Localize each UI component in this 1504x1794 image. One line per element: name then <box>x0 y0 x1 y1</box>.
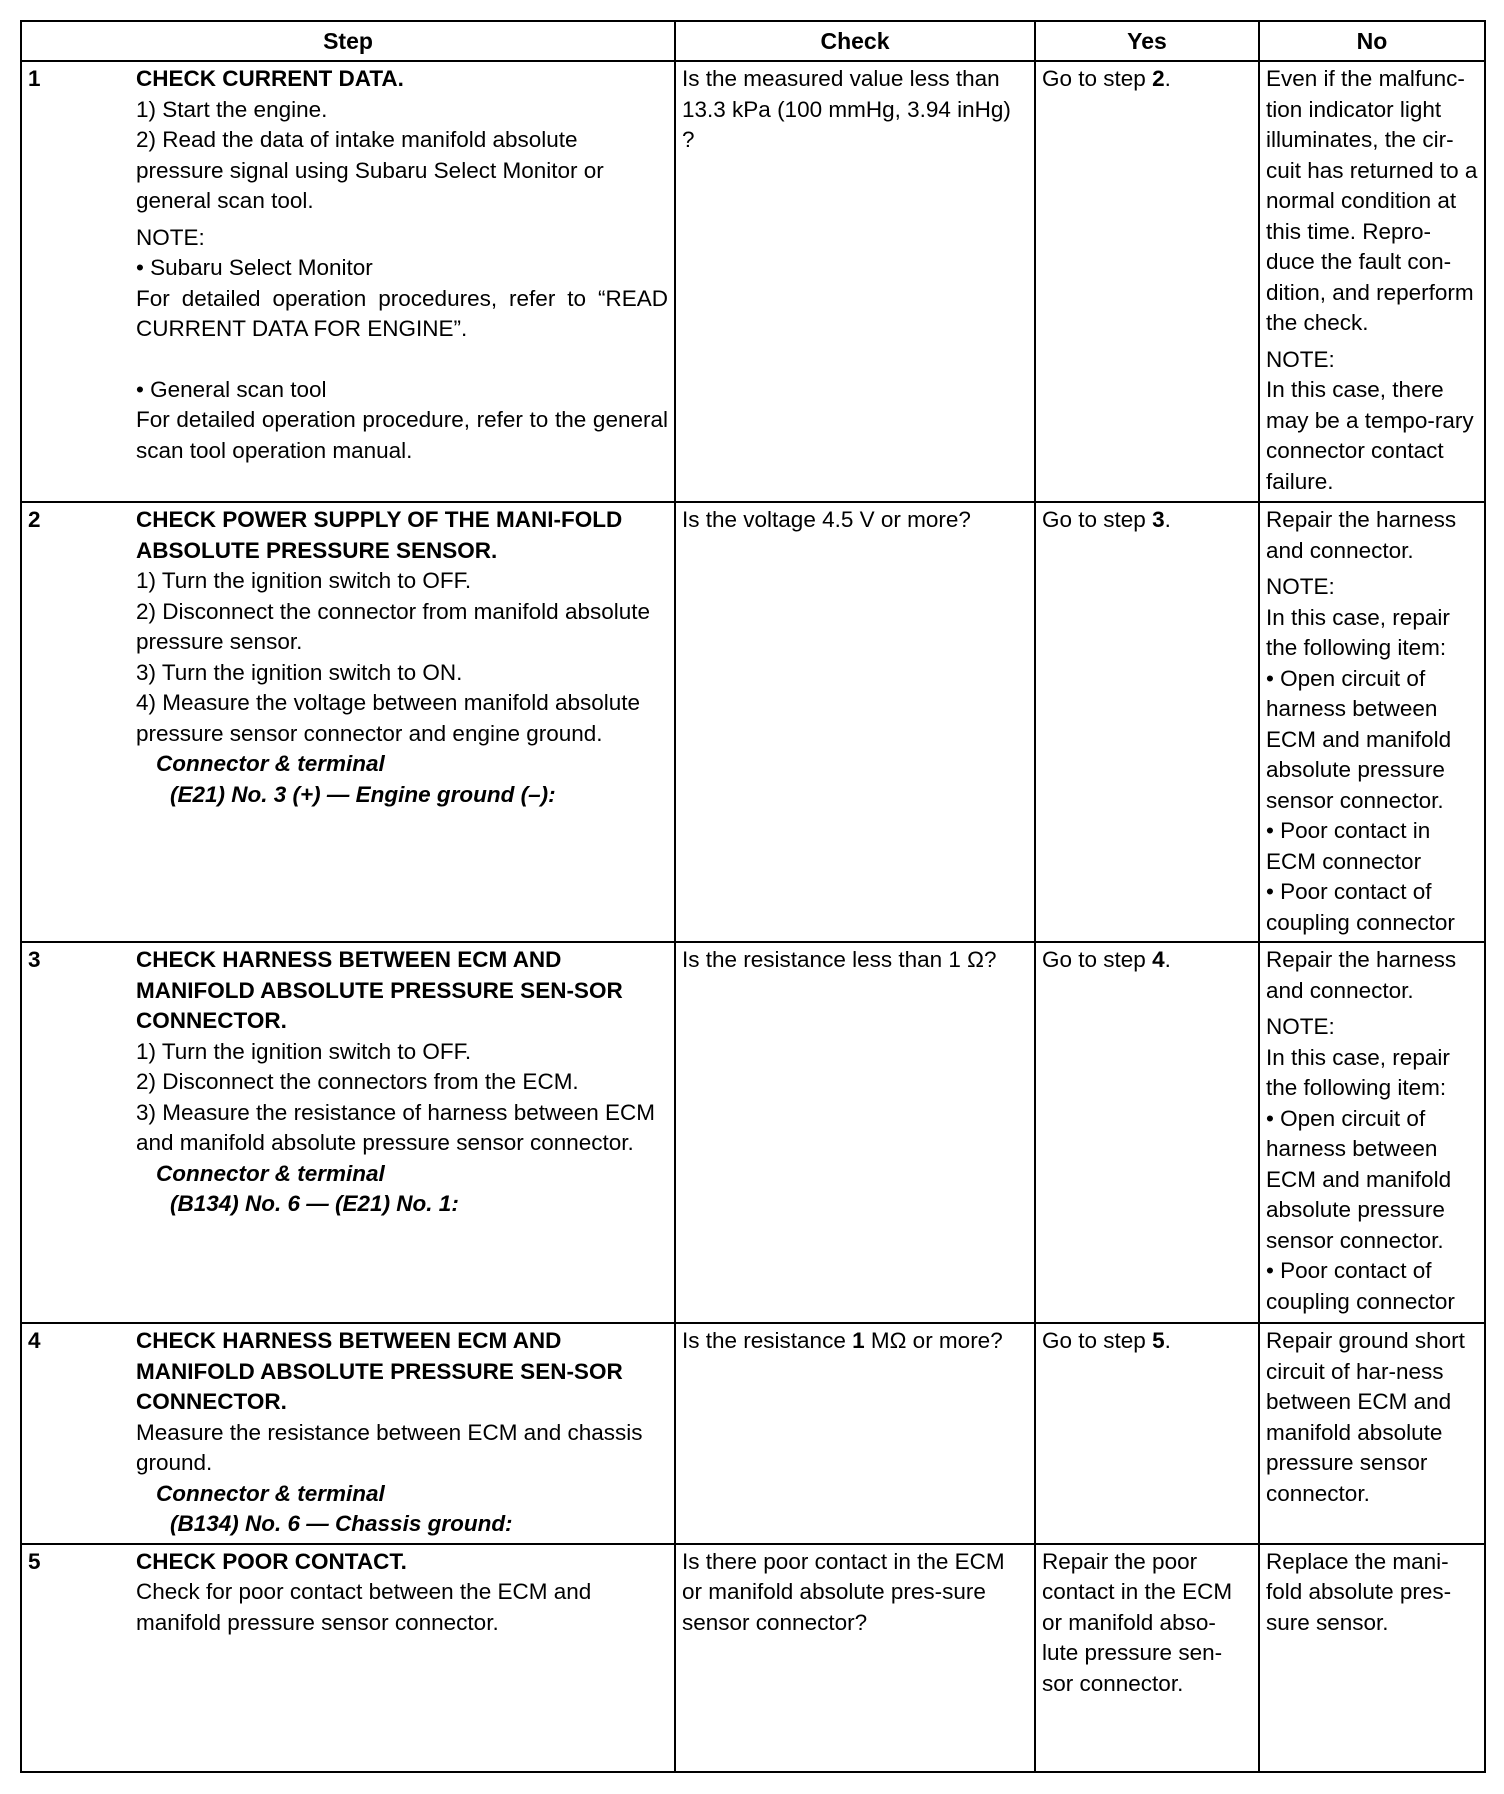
step-number: 4 <box>28 1328 41 1353</box>
table-row-3 <box>21 942 1485 1323</box>
step-title: CHECK POWER SUPPLY OF THE MANI-FOLD ABSOLUTE PRESSURE SENSOR. <box>136 507 623 563</box>
step-cell <box>21 61 675 502</box>
yes-cell <box>1035 61 1259 502</box>
connector-label: Connector & terminal <box>156 751 385 776</box>
note-text: For detailed operation procedures, refer to “READ CURRENT DATA FOR ENGINE”. <box>136 285 668 341</box>
no-item: • Open circuit of harness between ECM and manifold absolute pressure sensor connector. <box>1266 1105 1452 1253</box>
header-no: No <box>1259 21 1485 61</box>
table-row-2 <box>21 502 1485 942</box>
check-suffix: MΩ or more? <box>864 1328 1003 1353</box>
no-cell: Repair ground short circuit of har-ness between ECM and manifold absolute pressure sensor connector. <box>1259 1323 1485 1544</box>
table-row-5 <box>21 1544 1485 1772</box>
no-note-text: In this case, there may be a tempo-rary connector contact failure. <box>1266 377 1474 494</box>
step-line: 2) Read the data of intake manifold absolute pressure signal using Subaru Select Monitor or general scan tool. <box>136 127 604 213</box>
no-item: • Poor contact of coupling connector <box>1266 879 1455 935</box>
step-number: 2 <box>28 507 41 532</box>
step-line: Check for poor contact between the ECM and manifold pressure sensor connector. <box>136 1579 592 1635</box>
step-title: CHECK HARNESS BETWEEN ECM AND MANIFOLD ABSOLUTE PRESSURE SEN-SOR CONNECTOR. <box>136 947 623 1033</box>
yes-step-link[interactable]: 3 <box>1152 507 1165 532</box>
header-row <box>21 21 1485 61</box>
check-cell: Is there poor contact in the ECM or manifold absolute pres-sure sensor connector? <box>675 1544 1035 1772</box>
no-text: Repair the harness and connector. <box>1266 507 1457 563</box>
note-bullet: • Subaru Select Monitor <box>136 255 373 280</box>
header-yes: Yes <box>1035 21 1259 61</box>
no-text: Repair the harness and connector. <box>1266 947 1457 1003</box>
yes-cell <box>1035 942 1259 1323</box>
step-cell <box>21 942 675 1323</box>
step-title: CHECK HARNESS BETWEEN ECM AND MANIFOLD ABSOLUTE PRESSURE SEN-SOR CONNECTOR. <box>136 1328 623 1414</box>
table-row-4 <box>21 1323 1485 1544</box>
check-value: 1 <box>852 1328 865 1353</box>
no-item: • Poor contact in ECM connector <box>1266 818 1431 874</box>
step-line: 1) Turn the ignition switch to OFF. <box>136 568 472 593</box>
step-number: 5 <box>28 1548 41 1574</box>
yes-prefix: Go to step <box>1042 1328 1153 1353</box>
yes-suffix: . <box>1164 66 1171 91</box>
step-line: 3) Turn the ignition switch to ON. <box>136 659 463 685</box>
step-line: 1) Start the engine. <box>136 96 328 122</box>
step-title: CHECK CURRENT DATA. <box>136 66 404 91</box>
connector-value: (E21) No. 3 (+) — Engine ground (–): <box>170 781 556 807</box>
note-label: NOTE: <box>136 224 205 250</box>
step-line: 1) Turn the ignition switch to OFF. <box>136 1038 472 1064</box>
yes-prefix: Go to step <box>1042 947 1153 972</box>
header-step: Step <box>21 21 675 61</box>
header-check: Check <box>675 21 1035 61</box>
step-line: Measure the resistance between ECM and chassis ground. <box>136 1419 643 1475</box>
no-cell: Replace the mani-fold absolute pres-sure sensor. <box>1259 1544 1485 1772</box>
yes-step-link[interactable]: 5 <box>1152 1328 1165 1353</box>
step-line: 4) Measure the voltage between manifold absolute pressure sensor connector and engine ground. <box>136 690 641 746</box>
no-cell <box>1259 502 1485 942</box>
step-line: 2) Disconnect the connectors from the ECM. <box>136 1069 579 1094</box>
note-text: For detailed operation procedure, refer to the general scan tool operation manual. <box>136 407 668 463</box>
step-number: 1 <box>28 66 41 91</box>
table-row-1 <box>21 61 1485 502</box>
check-cell: Is the resistance less than 1 Ω? <box>675 942 1035 1323</box>
diagnostic-table <box>20 20 1486 1773</box>
yes-step-link[interactable]: 2 <box>1152 66 1165 91</box>
no-note-label: NOTE: <box>1266 574 1335 599</box>
connector-label: Connector & terminal <box>156 1480 385 1506</box>
yes-cell <box>1035 1323 1259 1544</box>
step-title: CHECK POOR CONTACT. <box>136 1548 407 1574</box>
yes-cell: Repair the poor contact in the ECM or manifold abso-lute pressure sen-sor connector. <box>1035 1544 1259 1772</box>
check-cell <box>675 1323 1035 1544</box>
yes-suffix: . <box>1164 947 1171 972</box>
check-prefix: Is the resistance <box>682 1328 853 1353</box>
no-text: Even if the malfunc-tion indicator light illuminates, the cir-cuit has returned to a normal condition at this time. Repro-duce the fault con-dition, and reperform the check. <box>1266 66 1478 335</box>
no-note-text: In this case, repair the following item: <box>1266 1044 1450 1100</box>
no-note-text: In this case, repair the following item: <box>1266 604 1450 660</box>
note-bullet: • General scan tool <box>136 376 327 402</box>
yes-prefix: Go to step <box>1042 66 1153 91</box>
connector-label: Connector & terminal <box>156 1160 385 1186</box>
no-note-label: NOTE: <box>1266 346 1335 372</box>
check-cell: Is the voltage 4.5 V or more? <box>675 502 1035 942</box>
step-line: 3) Measure the resistance of harness between ECM and manifold absolute pressure sensor connector. <box>136 1099 656 1155</box>
step-cell <box>21 502 675 942</box>
step-line: 2) Disconnect the connector from manifold absolute pressure sensor. <box>136 598 651 654</box>
check-cell: Is the measured value less than 13.3 kPa (100 mmHg, 3.94 inHg) ? <box>675 61 1035 502</box>
yes-suffix: . <box>1164 507 1171 532</box>
yes-step-link[interactable]: 4 <box>1152 947 1165 972</box>
yes-prefix: Go to step <box>1042 507 1153 532</box>
connector-value: (B134) No. 6 — Chassis ground: <box>170 1511 513 1536</box>
no-item: • Open circuit of harness between ECM and manifold absolute pressure sensor connector. <box>1266 665 1452 813</box>
yes-cell <box>1035 502 1259 942</box>
step-cell <box>21 1323 675 1544</box>
yes-suffix: . <box>1164 1328 1171 1353</box>
no-item: • Poor contact of coupling connector <box>1266 1258 1455 1314</box>
step-number: 3 <box>28 947 41 972</box>
no-cell <box>1259 942 1485 1323</box>
no-cell <box>1259 61 1485 502</box>
connector-value: (B134) No. 6 — (E21) No. 1: <box>170 1191 459 1216</box>
step-cell <box>21 1544 675 1772</box>
no-note-label: NOTE: <box>1266 1014 1335 1039</box>
